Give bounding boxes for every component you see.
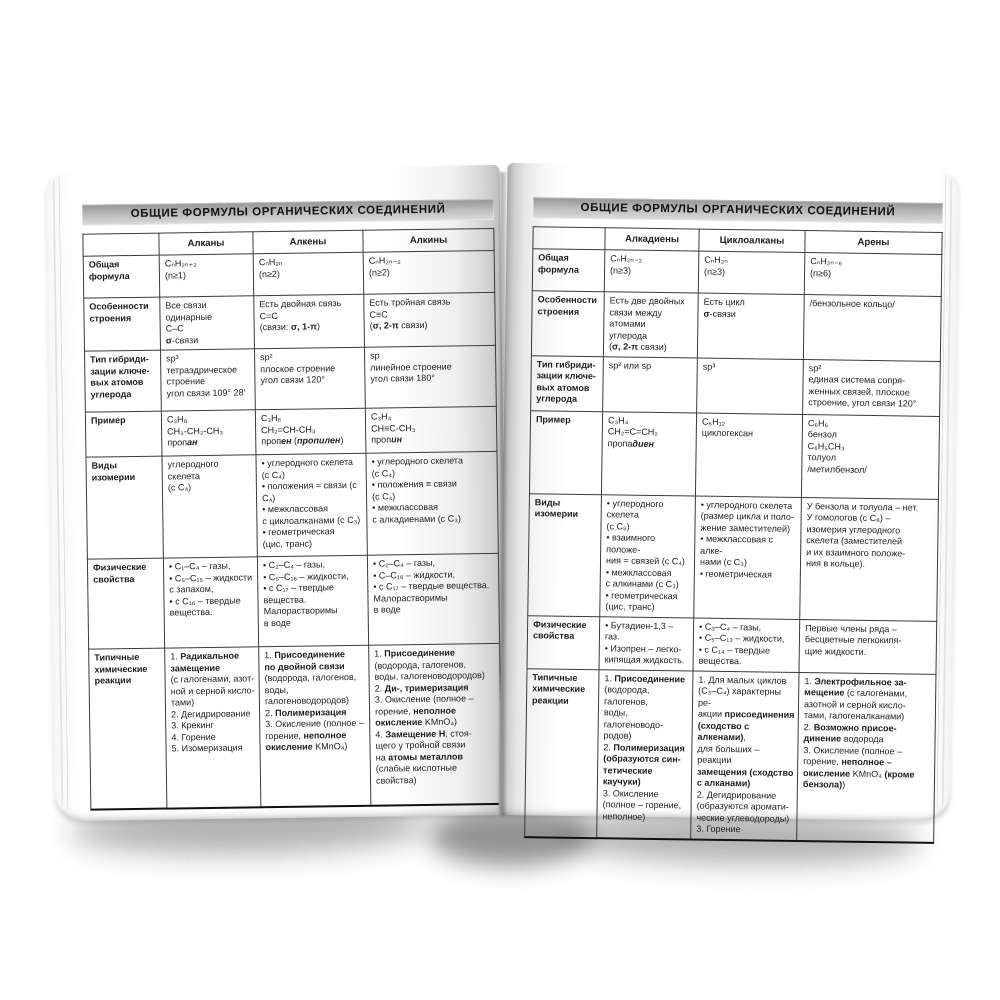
table-cell: 1. Присоединение по двойной связи (водорода, галогенов, воды, галогеноводородов) 2. Полимеризация 3. Окисление (полное – горение, неполное окисление KMnO₄)	[259, 645, 371, 807]
table-row	[527, 615, 937, 674]
table-cell: Есть двойная связь С=С (связи: σ, 1-π)	[254, 294, 365, 349]
page-right	[498, 163, 959, 835]
table-row	[89, 643, 502, 809]
page-left-content	[45, 165, 508, 821]
table-cell: sp² плоское строение угол связи 120°	[254, 347, 365, 410]
row-label: Типичные химические реакции	[89, 648, 167, 809]
table-cell: CₙH₂ₙ₋₂ (n≥2)	[363, 250, 495, 294]
table-row	[525, 668, 936, 842]
table-cell: CₙH₂ₙ (n≥3)	[698, 251, 805, 294]
table-row	[86, 451, 498, 559]
table-row	[85, 406, 497, 457]
table-cell: • C₃–C₄ – газы, • C₅–C₁₃ – жидкости, • с C₁₄ – твердые вещества.	[693, 618, 800, 672]
organic-formulas-table-left	[82, 228, 502, 810]
column-header: Арены	[805, 231, 942, 255]
table-row	[529, 410, 939, 499]
row-label: Особенности строения	[84, 297, 161, 351]
row-label: Особенности строения	[531, 291, 604, 356]
page-title: ОБЩИЕ ФОРМУЛЫ ОРГАНИЧЕСКИХ СОЕДИНЕНИЙ	[82, 199, 494, 226]
column-header: Алканы	[159, 232, 253, 255]
column-header: Алкены	[253, 230, 363, 254]
corner-cell	[83, 233, 159, 256]
row-label: Общая формула	[83, 255, 160, 298]
table-cell: sp² единая система сопря- женных связей, плоское строение, угол связи 120°	[803, 359, 941, 416]
table-cell: sp³	[697, 358, 804, 414]
table-cell: Есть тройная связь С≡С (σ, 2-π связи)	[364, 292, 496, 347]
table-cell: C₆H₁₂ циклогексан	[695, 413, 802, 497]
table-row	[84, 292, 496, 351]
table-cell: sp³ тетраэдрическое строение угол связи 109° 28′	[160, 349, 255, 411]
table-cell: 1. Радикальное замещение (с галогенами, азот- ной и серной кисло- тами) 2. Дегидрирование 3. Крекинг 4. Горение 5. Изомеризация	[165, 647, 261, 808]
table-cell: C₃H₄ CH₂=C=CH₂ пропадиен	[601, 411, 696, 495]
book-spine-crease	[500, 172, 506, 816]
table-cell: C₆H₆ бензол C₆H₅CH₃ толуол /метилбензол/	[801, 414, 939, 499]
column-header: Алкадиены	[605, 228, 699, 251]
table-cell: • Бутадиен-1,3 – газ. • Изопрен – легко- кипящая жидкость.	[599, 616, 694, 670]
table-cell: C₃H₆ CH₂=CH-CH₃ пропен (пропилен)	[255, 408, 366, 455]
table-cell: Все связи одинарные С–С σ-связи	[160, 296, 255, 350]
corner-cell	[533, 227, 605, 250]
row-label: Пример	[529, 410, 602, 494]
table-cell: Есть цикл σ-связи	[697, 293, 804, 359]
table-cell: sp² или sp	[603, 356, 698, 412]
table-cell: 1. Присоединение (водорода, галогенов, воды, галогеноводородов) 2. Ди-, тримеризация 3. Окисление (полное – горение, неполное окисление KMnO₄) 4. Замещение H, стоя- щего у тройной связи на атомы металлов (слабые кислотные свойства)	[369, 643, 502, 805]
table-cell: 1. Электрофильное за- мещение (с галогенами, азотной и серной кисло- тами, галогеналканами) 2. Возможно присое- динение водорода 3. Окисление (полное – горение, неполное – окисление KMnO₄ (кроме бензола))	[797, 672, 936, 842]
page-title: ОБЩИЕ ФОРМУЛЫ ОРГАНИЧЕСКИХ СОЕДИНЕНИЙ	[533, 197, 943, 224]
row-label: Пример	[85, 411, 162, 457]
table-row	[532, 249, 942, 297]
table-cell: • углеродного скелета (с C₄) • положения = связи (с C₄) • межклассовая с циклоалканами (с C₃) • геометрическая (цис, транс)	[256, 453, 367, 557]
row-label: Виды изомерии	[86, 456, 163, 559]
table-cell: • углеродного скелета (с C₅) • взаимного положе- ния = связей (с C₄) • межклассовая с алкинами (с C₃) • геометрическая (цис, транс)	[600, 494, 696, 617]
table-cell: • углеродного скелета (с C₄) • положения ≡ связи (с C₄) • межклассовая с алкадиенами (с C₃)	[366, 451, 498, 555]
table-cell: CₙH₂ₙ (n≥2)	[253, 252, 364, 296]
table-row	[83, 250, 495, 298]
row-label: Тип гибриди- зации ключе- вых атомов углерода	[85, 350, 162, 412]
column-header: Циклоалканы	[699, 229, 805, 252]
table-row	[87, 553, 499, 649]
table-cell: Первые члены ряда – бесцветные легкокипя- щие жидкости.	[799, 619, 937, 674]
row-label: Типичные химические реакции	[525, 668, 599, 837]
table-cell: CₙH₂ₙ₋₆ (n≥6)	[804, 253, 942, 297]
row-label: Тип гибриди- зации ключе- вых атомов углерода	[531, 355, 604, 411]
table-cell: У бензола и толуола – нет. У гомологов (с C₈) – изомерия углеродного скелета (заместителей и их взаимного положе- ния в кольце).	[800, 497, 939, 621]
table-row	[531, 355, 941, 416]
row-label: Физические свойства	[87, 558, 164, 649]
table-cell: • C₂–C₄ – газы, • C₅–C₁₆ – жидкости, • с C₁₇ – твердые вещества. Малорастворимы в воде	[257, 555, 368, 647]
table-row	[528, 493, 939, 621]
table-cell: C₃H₄ CH≡C-CH₃ пропин	[365, 406, 497, 453]
column-header: Алкины	[363, 228, 494, 252]
table-cell: sp линейное строение угол связи 180°	[364, 345, 496, 408]
table-cell: • C₂–C₄ – газы, • C–C₁₆ – жидкости, • с C₁₇ – твердые вещества. Малорастворимы в воде	[367, 553, 499, 645]
table-row	[85, 345, 497, 412]
table-cell: CₙH₂ₙ₋₂ (n≥3)	[604, 250, 699, 293]
table-cell: • углеродного скелета (размер цикла и поло- жение заместителей) • межклассовая с алке- нами (с C₃) • геометрическая	[694, 496, 802, 619]
table-cell: C₃H₈ CH₃-CH₂-CH₃ пропан	[161, 410, 256, 456]
page-right-content	[498, 163, 959, 835]
table-row	[531, 291, 941, 361]
row-label: Виды изомерии	[528, 493, 602, 616]
table-cell: CₙH₂ₙ₊₂ (n≥1)	[159, 254, 254, 297]
table-cell: углеродного скелета (с C₄)	[162, 455, 257, 558]
organic-formulas-table-right	[524, 226, 942, 843]
row-label: Общая формула	[532, 249, 605, 292]
table-cell: Есть две двойных связи между атомами углерода (σ, 2-π связи)	[603, 292, 698, 358]
row-label: Физические свойства	[527, 615, 600, 669]
table-cell: • C₁–C₄ – газы, • C₅–C₁₅ – жидкости с запахом, • с C₁₆ – твердые вещества.	[163, 557, 258, 648]
table-cell: 1. Для малых циклов (C₃–C₄) характерны ре- акции присоединения (сходство с алкенами), для больших – реакции замещения (сходство с алканами) 2. Дегидрирование (образуются аромати- ческие углеводороды) 3. Горение	[691, 671, 799, 841]
page-left	[45, 165, 508, 821]
table-cell: 1. Присоединение (водорода, галогенов, воды, галогеноводо- родов) 2. Полимеризация (образуются син- тетические каучуки) 3. Окисление (полное – горение, неполное)	[597, 669, 693, 839]
table-cell: /бензольное кольцо/	[803, 295, 941, 361]
